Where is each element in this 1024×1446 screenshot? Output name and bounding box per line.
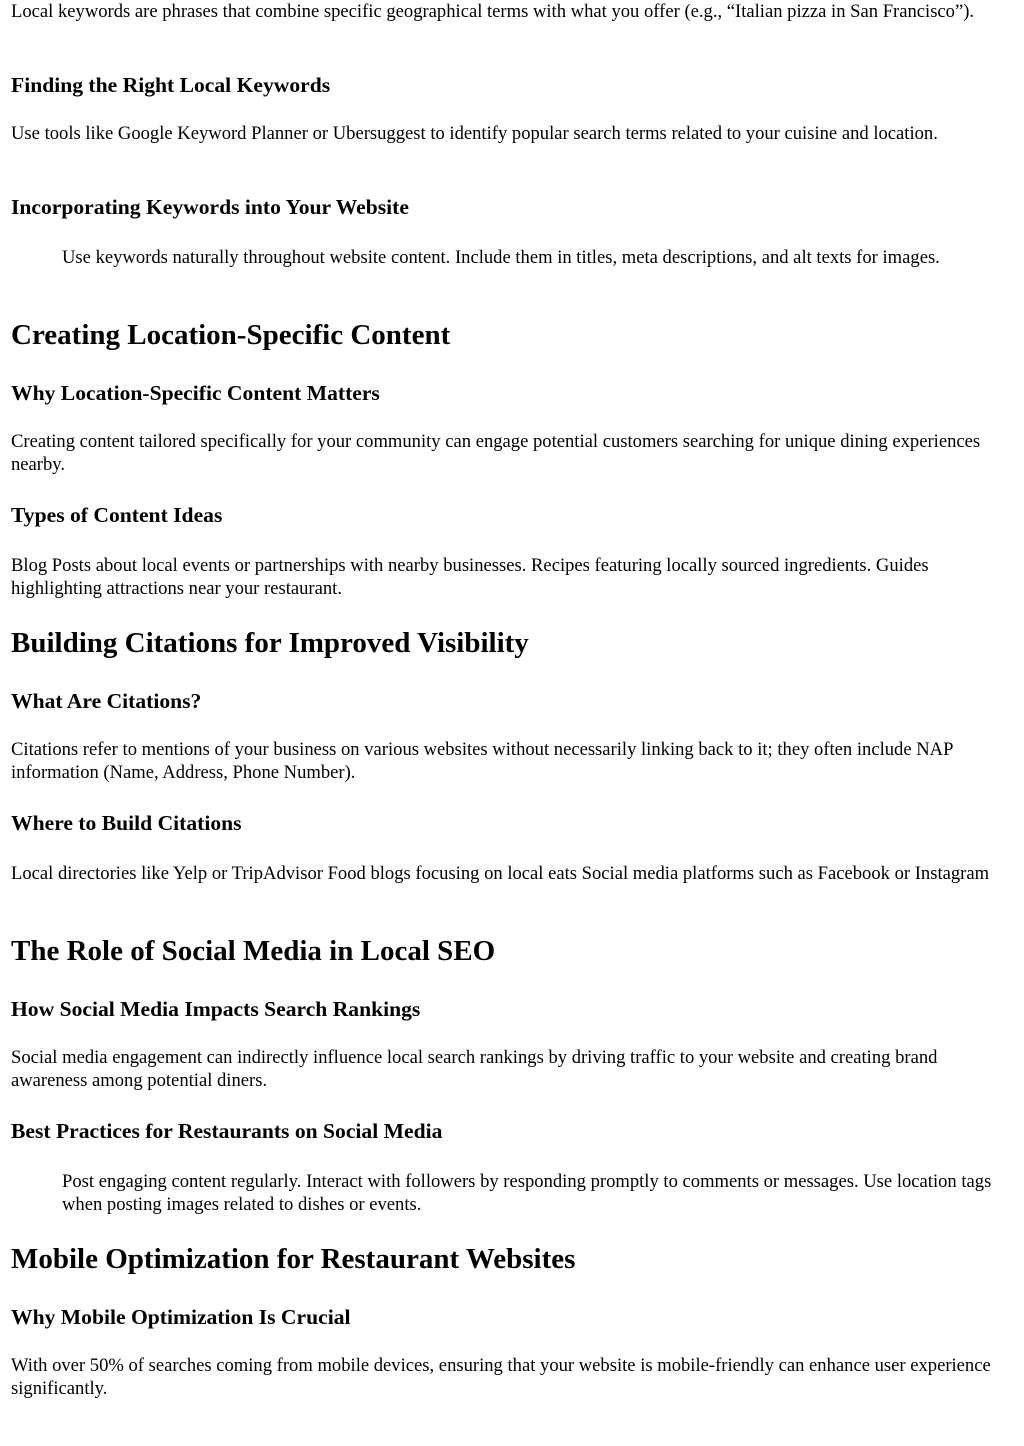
incorporating-keywords-quote: Use keywords naturally throughout website content. Include them in titles, meta descriptions, and alt texts for images. [62,247,940,268]
what-citations-heading: What Are Citations? [11,689,202,713]
why-location-paragraph: Creating content tailored specifically for your community can engage potential customers searching for unique dining experiences nearby. [11,431,981,476]
why-mobile-heading: Why Mobile Optimization Is Crucial [11,1305,351,1329]
content-ideas-heading: Types of Content Ideas [11,503,223,527]
social-impact-paragraph: Social media engagement can indirectly influence local search rankings by driving traffic to your website and creating brand awareness among potential diners. [11,1047,938,1092]
location-content-heading: Creating Location-Specific Content [11,319,451,351]
where-citations-heading: Where to Build Citations [11,811,242,835]
what-citations-paragraph: Citations refer to mentions of your business on various websites without necessarily linking back to it; they often include NAP information (Name, Address, Phone Number). [11,739,953,784]
citations-heading: Building Citations for Improved Visibility [11,627,529,659]
content-ideas-paragraph: Blog Posts about local events or partnerships with nearby businesses. Recipes featuring locally sourced ingredients. Guides highlighting attractions near your restaurant. [11,555,929,600]
why-mobile-paragraph: With over 50% of searches coming from mobile devices, ensuring that your website is mobile-friendly can enhance user experience significantly. [11,1355,991,1400]
why-location-heading: Why Location-Specific Content Matters [11,381,380,405]
best-practices-heading: Best Practices for Restaurants on Social Media [11,1119,443,1143]
social-impact-heading: How Social Media Impacts Search Rankings [11,997,421,1021]
where-citations-paragraph: Local directories like Yelp or TripAdvisor Food blogs focusing on local eats Social media platforms such as Facebook or Instagram [11,863,990,884]
incorporating-keywords-heading: Incorporating Keywords into Your Website [11,195,409,219]
social-media-heading: The Role of Social Media in Local SEO [11,935,496,967]
intro-paragraph: Local keywords are phrases that combine specific geographical terms with what you offer (e.g., “Italian pizza in San Francisco”). [11,1,975,22]
finding-keywords-heading: Finding the Right Local Keywords [11,73,331,97]
best-practices-quote: Post engaging content regularly. Interact with followers by responding promptly to comments or messages. Use location tags when posting images related to dishes or events. [62,1171,992,1216]
finding-keywords-paragraph: Use tools like Google Keyword Planner or Ubersuggest to identify popular search terms related to your cuisine and location. [11,123,938,144]
mobile-optimization-heading: Mobile Optimization for Restaurant Websites [11,1243,576,1275]
